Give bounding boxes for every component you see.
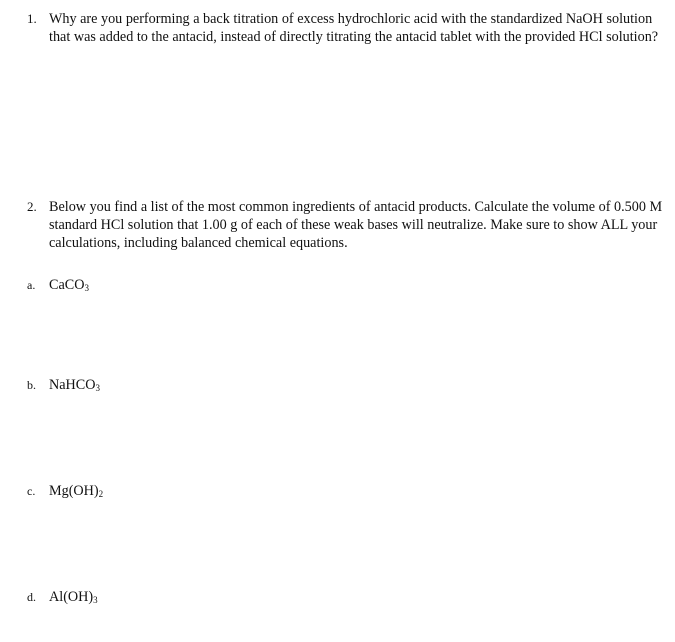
subitem-letter: b. xyxy=(27,378,36,392)
question-number: 2. xyxy=(27,199,37,214)
formula-subscript: 3 xyxy=(95,383,100,393)
formula-subscript: 2 xyxy=(98,489,104,499)
question-text: Below you find a list of the most common ingredients of antacid products. Calculate the volume of 0.500 M standard HCl solution that 1.00 g of each of these weak bases will neutralize. Make sure to show ALL your calculations, including balanced chemical equations. xyxy=(49,199,663,251)
chemical-formula: Al(OH) xyxy=(49,589,94,605)
question-number: 1. xyxy=(27,11,37,26)
subitem-a xyxy=(27,276,89,294)
subitem-c xyxy=(27,482,103,500)
subitem-letter: c. xyxy=(27,484,36,498)
question-text: Why are you performing a back titration of excess hydrochloric acid with the standardized NaOH solution that was added to the antacid, instead of directly titrating the antacid tablet with the provided HCl solution? xyxy=(49,11,659,45)
chemical-formula: NaHCO xyxy=(49,377,96,393)
subitem-letter: a. xyxy=(27,278,36,292)
formula-subscript: 3 xyxy=(93,595,98,605)
formula-subscript: 3 xyxy=(84,283,89,293)
chemical-formula: Mg(OH) xyxy=(49,483,99,499)
subitem-b xyxy=(27,376,100,394)
chemical-formula: CaCO xyxy=(49,277,85,293)
subitem-d xyxy=(27,588,98,606)
subitem-letter: d. xyxy=(27,590,36,604)
